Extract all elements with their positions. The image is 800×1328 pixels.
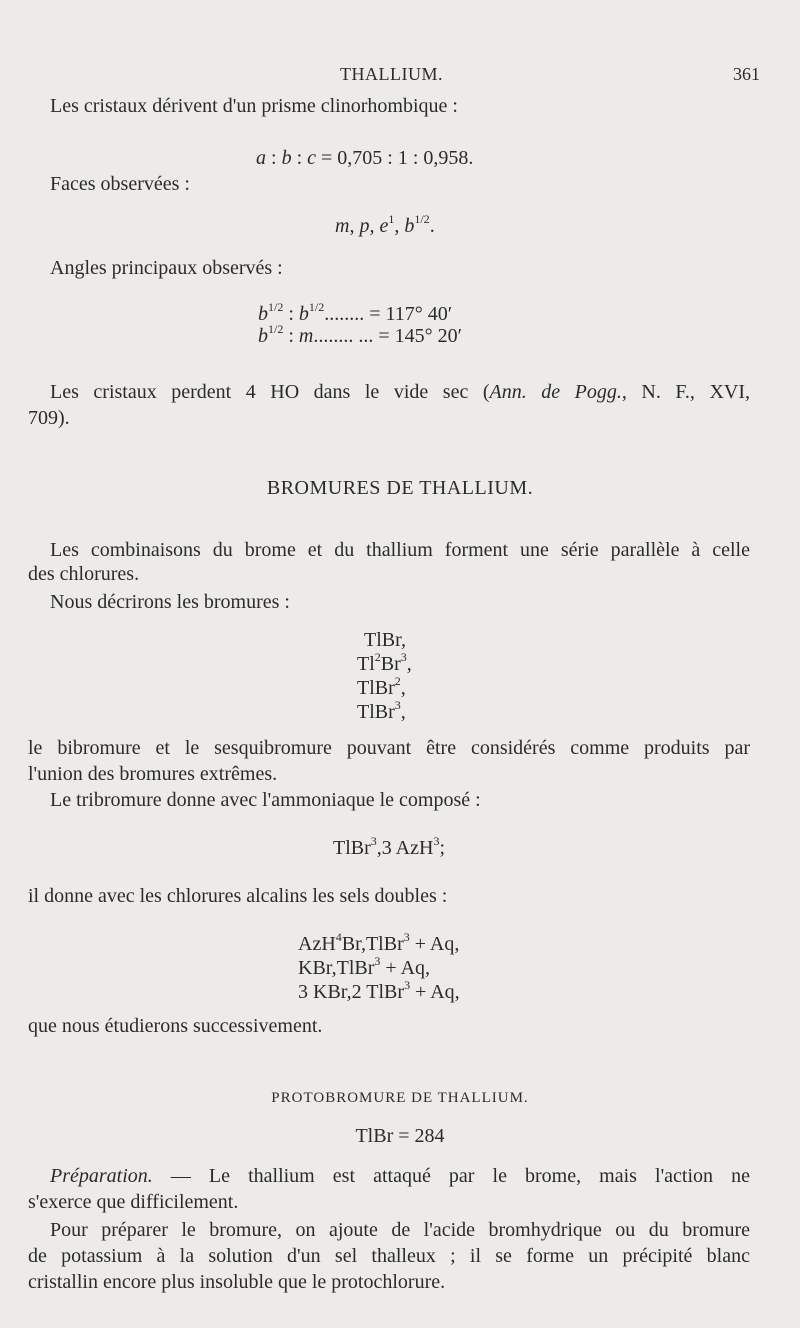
dehydration-text-line-2: 709). — [28, 407, 70, 429]
faces-label: Faces observées : — [50, 173, 190, 195]
paragraph-6: que nous étudierons successivement. — [28, 1015, 323, 1037]
angles-label: Angles principaux observés : — [50, 257, 283, 279]
paragraph-1-line-1: Les combinaisons du brome et du thallium forment une série parallèle à celle — [50, 539, 750, 561]
angle-row-1: $b^{1/2}$ : $b^{1/2}$........ = 117° 40′ — [258, 300, 453, 325]
final-paragraph-line-1: Pour préparer le bromure, on ajoute de l'acide bromhydrique ou du bromure — [50, 1219, 750, 1241]
final-paragraph-line-2: de potassium à la solution d'un sel thalleux ; il se forme un précipité blanc — [28, 1245, 750, 1267]
double-salt-2: KBr,TlBr$^3$ + Aq, — [298, 954, 431, 979]
dehydration-text-line-1: Les cristaux perdent 4 HO dans le vide sec (Ann. de Pogg., N. F., XVI, — [50, 381, 751, 403]
preparation-label: Préparation. — [50, 1165, 153, 1187]
paragraph-1-line-2: des chlorures. — [28, 563, 140, 585]
bromide-formula-4: TlBr$^3$, — [357, 698, 406, 723]
paragraph-5: il donne avec les chlorures alcalins les sels doubles : — [28, 885, 448, 907]
preparation-line-1-text: — Le thallium est attaqué par le brome, mais l'action ne — [152, 1165, 750, 1187]
double-salt-3: 3 KBr,2 TlBr$^3$ + Aq, — [298, 978, 460, 1003]
angle-row-2: $b^{1/2}$ : m........ ... = 145° 20′ — [258, 322, 463, 347]
paragraph-3-line-1: le bibromure et le sesquibromure pouvant être considérés comme produits par — [28, 737, 750, 759]
faces-list: m, p, $e^1$, $b^{1/2}$. — [335, 212, 435, 237]
final-paragraph-line-3: cristallin encore plus insoluble que le protochlorure. — [28, 1271, 446, 1293]
subsection-title: PROTOBROMURE DE THALLIUM. — [271, 1090, 529, 1106]
page-number: 361 — [733, 64, 760, 84]
section-title: BROMURES DE THALLIUM. — [266, 477, 534, 499]
ammonia-compound-formula: TlBr$^3$,3 AzH$^3$; — [333, 834, 446, 859]
molecular-weight-formula: TlBr = 284 — [355, 1125, 445, 1147]
preparation-line-1 — [50, 1164, 750, 1188]
paragraph-4: Le tribromure donne avec l'ammoniaque le composé : — [50, 789, 481, 811]
paragraph-3-line-2: l'union des bromures extrêmes. — [28, 763, 278, 785]
running-header-title: THALLIUM. — [340, 64, 443, 84]
bromide-formula-1: TlBr, — [364, 629, 406, 651]
double-salt-1: AzH$^4$Br,TlBr$^3$ + Aq, — [298, 930, 460, 955]
preparation-line-2: s'exerce que difficilement. — [28, 1191, 239, 1213]
paragraph-2: Nous décrirons les bromures : — [50, 591, 290, 613]
axial-ratio: a : b : c = 0,705 : 1 : 0,958. — [256, 147, 474, 169]
bromide-formula-2: Tl$^2$Br$^3$, — [357, 650, 412, 675]
crystal-system-text: Les cristaux dérivent d'un prisme clinorhombique : — [50, 95, 458, 117]
bromide-formula-3: TlBr$^2$, — [357, 674, 406, 699]
